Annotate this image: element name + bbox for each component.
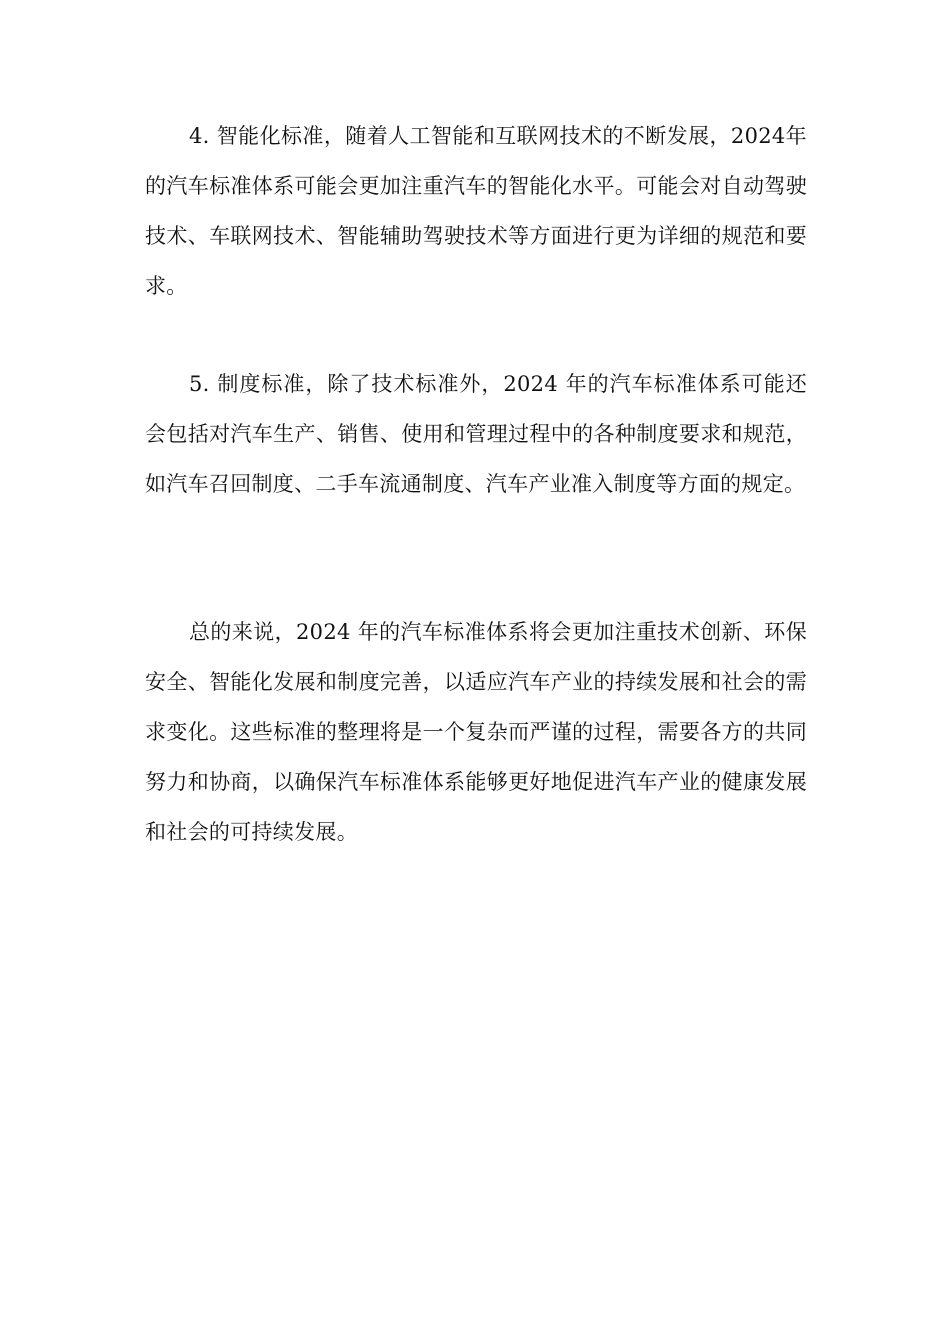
paragraph-intelligence-standards: 4. 智能化标准，随着人工智能和互联网技术的不断发展，2024年的汽车标准体系可能会更加注重汽车的智能化水平。可能会对自动驾驶技术、车联网技术、智能辅助驾驶技术等方面进行更为详细的规范和要求。 <box>145 124 807 298</box>
paragraph-summary: 总的来说，2024 年的汽车标准体系将会更加注重技术创新、环保安全、智能化发展和制度完善，以适应汽车产业的持续发展和社会的需求变化。这些标准的整理将是一个复杂而严谨的过程，需要各方的共同努力和协商，以确保汽车标准体系能够更好地促进汽车产业的健康发展和社会的可持续发展。 <box>145 620 807 844</box>
paragraph-institutional-standards: 5. 制度标准，除了技术标准外，2024 年的汽车标准体系可能还会包括对汽车生产、销售、使用和管理过程中的各种制度要求和规范，如汽车召回制度、二手车流通制度、汽车产业准入制度等方面的规定。 <box>145 372 807 496</box>
